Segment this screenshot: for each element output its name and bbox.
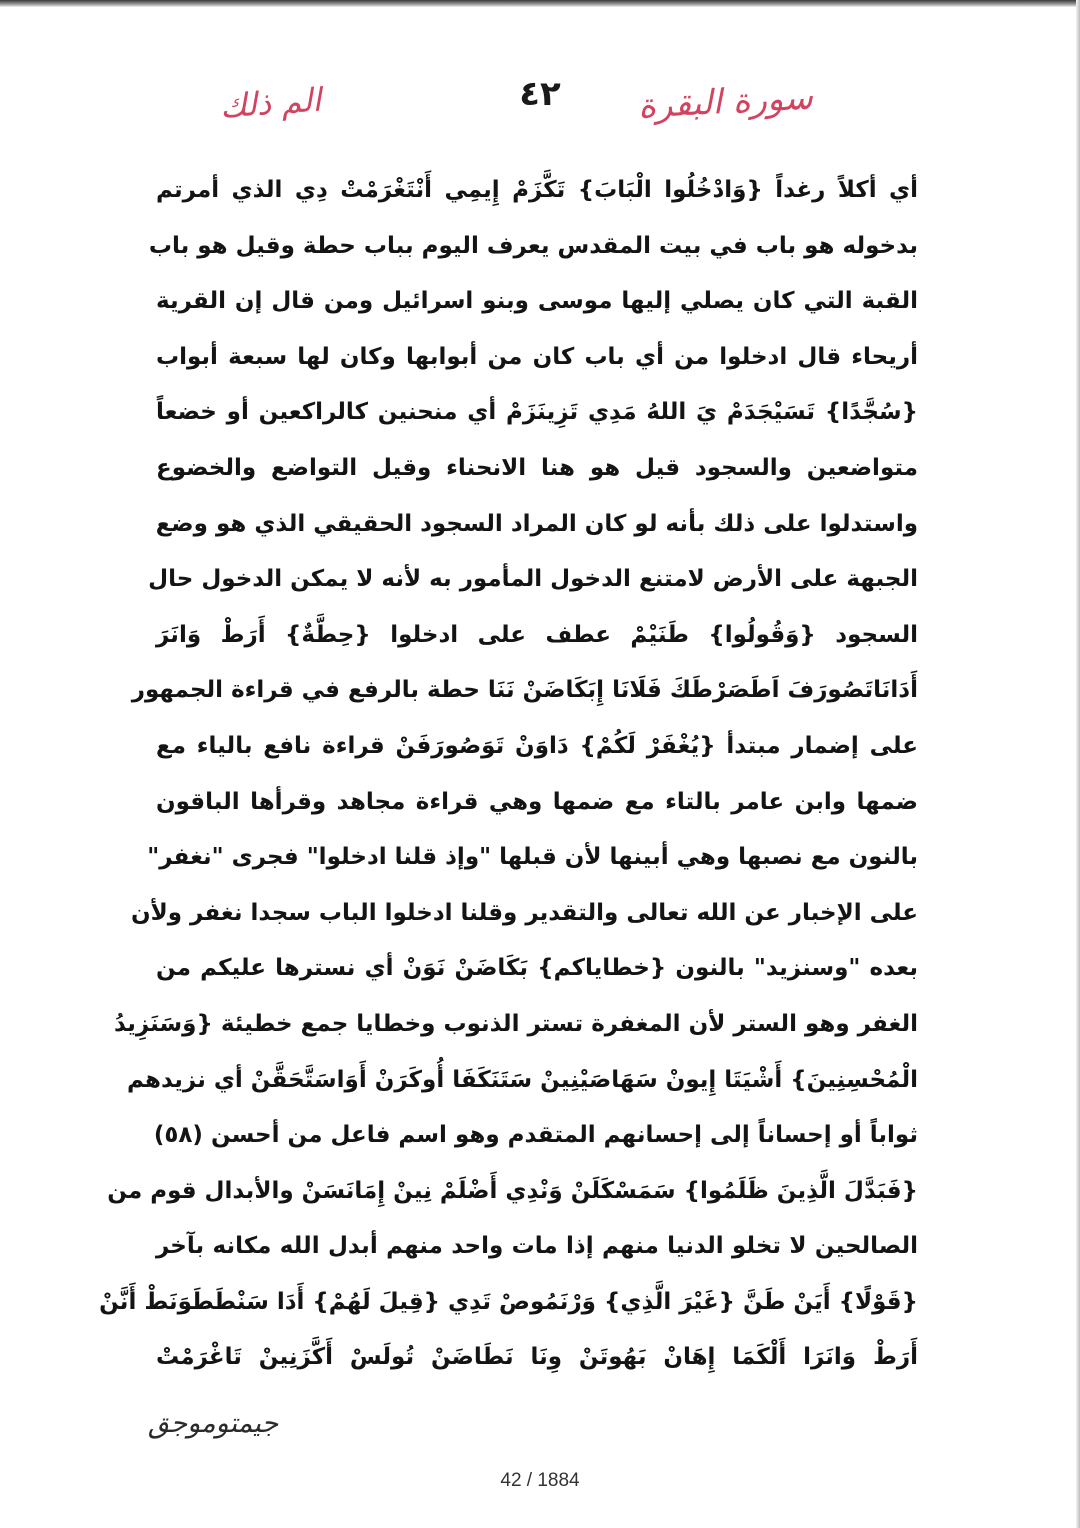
text-line: الغفر وهو الستر لأن المغفرة تستر الذنوب وخطايا جمع خطيئة {وَسَنَزِيدُ (113, 1010, 918, 1037)
page-number: ٤٢ (519, 74, 561, 114)
text-line: على إضمار مبتدأ {يُغْفَرْ لَكُمْ} دَاوَنْ تَوَصُورَفَنْ قراءة نافع بالياء مع (156, 732, 918, 759)
text-line: الجبهة على الأرض لامتنع الدخول المأمور به لأنه لا يمكن الدخول حال (148, 566, 918, 593)
surah-name-handwritten: سورة البقرة (637, 77, 814, 127)
text-line: أَدَانَاتَصُورَفَ اَطَصَرْطَكَ فَلَانَا إِبَكَاضَنْ نَنَا حطة بالرفع في قراءة الجمهور (131, 677, 918, 704)
scan-edge-right (1076, 0, 1080, 1528)
text-line: بالنون مع نصبها وهي أبينها لأن قبلها "وإذ قلنا ادخلوا" فجرى "نغفر" (147, 844, 918, 871)
text-line: القبة التي كان يصلي إليها موسى وبنو اسرائيل ومن قال إن القرية (156, 288, 918, 315)
text-line: الْمُحْسِنِينَ} أَشْيَتَا إِيونْ سَهَاصَيْنِينْ سَتَنَكَفَا أُوكَرَنْ أَوَاسَتَّحَقَّنْ أي نزيدهم (126, 1066, 918, 1093)
text-line: {قَوْلًا} أَيَنْ طَنَّ {غَيْرَ الَّذِي} وَرْنَمُوصْ تَدِي {قِيلَ لَهُمْ} أَدَا سَنْطَطَوَنَطْ أَنَّنْ (99, 1288, 918, 1315)
text-line: أريحاء قال ادخلوا من أي باب كان من أبوابها وكان لها سبعة أبواب (156, 343, 918, 370)
body-text (99, 163, 918, 1386)
margin-note-handwritten: الم ذلك (218, 80, 323, 126)
handwritten-signature: جيمتوموجق (148, 1408, 279, 1439)
text-line: على الإخبار عن الله تعالى والتقدير وقلنا ادخلوا الباب سجدا نغفر ولأن (131, 899, 918, 926)
text-line: بعده "وسنزيد" بالنون {خطاياكم} بَكَاضَنْ نَوَنْ أي نسترها عليكم من (156, 955, 918, 982)
scan-edge-top (0, 0, 1080, 7)
text-line: أي أكلاً رغداً {وَادْخُلُوا الْبَابَ} تَكَّزَمْ إِيمِي أَنْتَغْرَمْتْ دِي الذي أمرتم (156, 177, 918, 203)
page-indicator: 42 / 1884 (500, 1470, 580, 1491)
text-line: السجود {وَقُولُوا} طَنَيْمْ عطف على ادخلوا {حِطَّةٌ} أَرَطْ وَانَرَ (156, 621, 918, 648)
text-line: بدخوله هو باب في بيت المقدس يعرف اليوم بباب حطة وقيل هو باب (148, 232, 918, 259)
text-line: أَرَطْ وَانَرَا أَلْكَمَا إِهَانْ بَهُوتَنْ وِنَا نَطَاضَنْ تُولَسْ أَكَّزَنِينْ تَاغْرَمْتْ (156, 1344, 918, 1371)
text-line: ثواباً أو إحساناً إلى إحسانهم المتقدم وهو اسم فاعل من أحسن (٥٨) (153, 1122, 918, 1149)
text-line: الصالحين لا تخلو الدنيا منهم إذا مات واحد منهم أبدل الله مكانه بآخر (156, 1233, 918, 1260)
text-line: واستدلوا على ذلك بأنه لو كان المراد السجود الحقيقي الذي هو وضع (155, 510, 918, 537)
text-line: ضمها وابن عامر بالتاء مع ضمها وهي قراءة مجاهد وقرأها الباقون (156, 788, 918, 815)
text-line: {سُجَّدًا} تَسَيْجَدَمْ يَ اللهُ مَدِي تَزِينَزَمْ أي منحنين كالراكعين أو خضعاً (156, 399, 918, 426)
page-header (0, 70, 1080, 150)
text-line: متواضعين والسجود قيل هو هنا الانحناء وقيل التواضع والخضوع (156, 454, 918, 481)
text-line: {فَبَدَّلَ الَّذِينَ ظَلَمُوا} سَمَسْكَلَنْ وَنْدِي أَضْلَمْ نِينْ إِمَانَسَنْ والأبدال قوم من (107, 1177, 918, 1204)
